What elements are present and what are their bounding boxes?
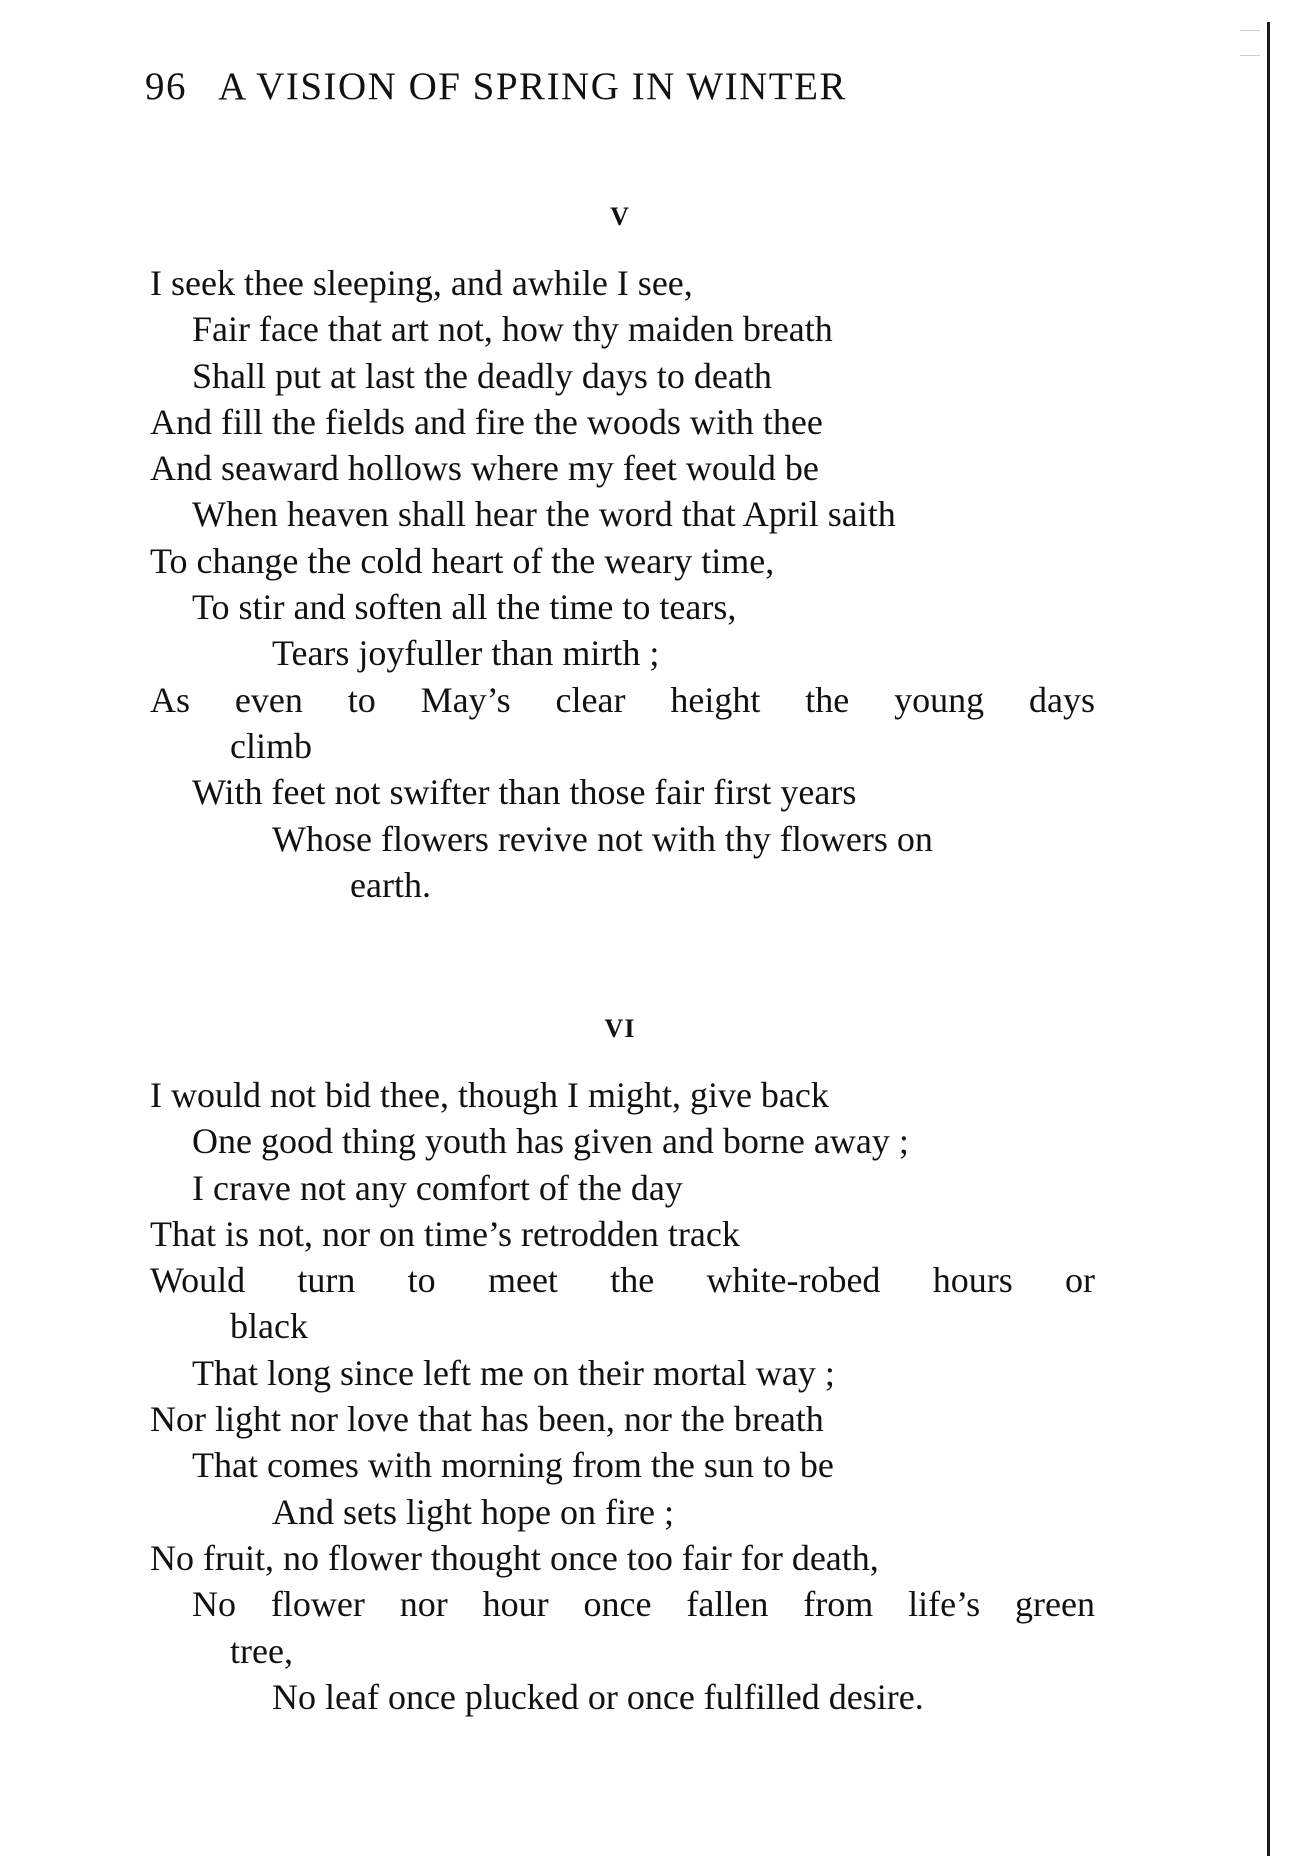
poem-line-continuation: tree, [230,1630,293,1671]
poem-line: Shall put at last the deadly days to death [192,355,772,396]
poem-line: I crave not any comfort of the day [192,1167,683,1208]
poem-line: Tears joyfuller than mirth ; [272,633,660,674]
poem-line: One good thing youth has given and borne away ; [192,1121,909,1162]
poem-line: Nor light nor love that has been, nor the breath [150,1399,824,1440]
poem-line: Would turn to meet the white-robed hours or [150,1260,1095,1301]
poem-line-continuation: climb [230,725,312,766]
poem-line: And seaward hollows where my feet would be [150,448,819,489]
poem-line: Whose flowers revive not with thy flowers on [272,818,933,859]
page-edge-rule [1267,22,1270,1856]
poem-line: No fruit, no flower thought once too fair for death, [150,1537,879,1578]
stanza-v [150,260,1100,908]
poem-line: I seek thee sleeping, and awhile I see, [150,263,693,303]
poem-line: No leaf once plucked or once fulfilled desire. [272,1676,924,1717]
poem-line: To change the cold heart of the weary time, [150,540,775,581]
poem-line: I would not bid thee, though I might, give back [150,1075,829,1115]
page-edge-mark [1240,55,1260,56]
poem-line: That long since left me on their mortal way ; [192,1352,835,1393]
poem-line: When heaven shall hear the word that April saith [192,494,896,535]
poem-line: With feet not swifter than those fair first years [192,772,857,813]
stanza-numeral-v: V [610,202,630,231]
poem-line-continuation: black [230,1306,308,1347]
poem-line: As even to May’s clear height the young days [150,679,1095,720]
stanza-numeral-vi: VI [604,1014,636,1043]
poem-line: That is not, nor on time’s retrodden track [150,1213,740,1254]
running-title: A VISION OF SPRING IN WINTER [218,65,847,108]
poem-line: To stir and soften all the time to tears, [192,587,737,628]
poem-line: And sets light hope on fire ; [272,1491,674,1532]
poem-line-continuation: earth. [350,864,431,905]
page-number: 96 [145,65,187,108]
running-header [145,62,1045,112]
stanza-vi [150,1072,1100,1720]
poem-line: Fair face that art not, how thy maiden breath [192,309,833,350]
poem-line: And fill the fields and fire the woods with thee [150,401,823,442]
poem-line: No flower nor hour once fallen from life’s green [192,1584,1095,1625]
page-edge-mark [1240,30,1260,31]
poem-line: That comes with morning from the sun to be [192,1445,834,1486]
